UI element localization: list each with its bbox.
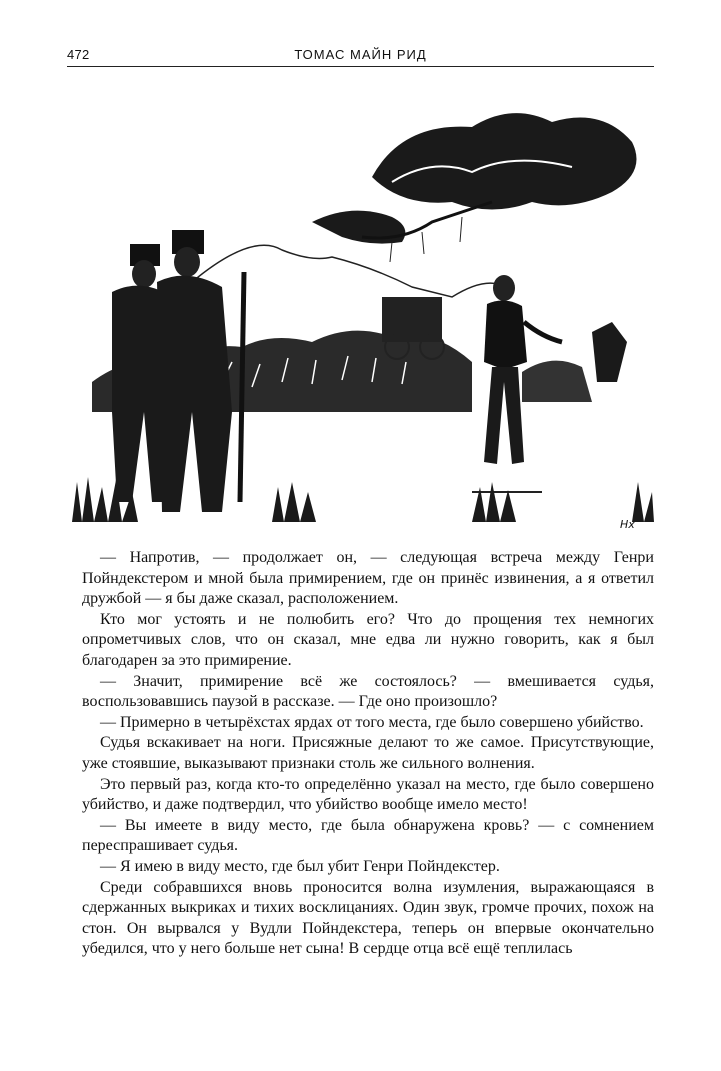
paragraph: — Я имею в виду место, где был убит Генри Пойндекстер. bbox=[100, 857, 500, 875]
mountain-range bbox=[192, 245, 512, 297]
paragraph: — Примерно в четырёхстах ярдах от того места, где было совершено убийство. bbox=[100, 713, 644, 731]
tree-canopy bbox=[312, 113, 637, 262]
illustration-signature: Нх bbox=[620, 518, 635, 531]
paragraph: — Напротив, — продолжает он, — следующая встреча между Генри Пойндекстером и мной была примирением, где он принёс извинения, а я ответил дружбой — я бы даже сказал, расположением. bbox=[82, 549, 654, 608]
paragraph: — Вы имеете в виду место, где была обнаружена кровь? — с сомнением переспрашивает судья. bbox=[82, 816, 654, 855]
paragraph: Кто мог устоять и не полюбить его? Что до прощения тех немногих опрометчивых слов, что он сказал, мне едва ли нужно говорить, как я был благодарен за это примирение. bbox=[82, 610, 654, 669]
illustration bbox=[72, 82, 654, 534]
body-text bbox=[82, 548, 654, 960]
paragraph: Это первый раз, когда кто-то определённо указал на место, где было совершено убийство, и даже подтвердил, что убийство вообще имело место! bbox=[82, 775, 654, 814]
book-title: ТОМАС МАЙН РИД bbox=[294, 47, 427, 62]
running-head bbox=[67, 44, 654, 67]
page-number: 472 bbox=[67, 47, 90, 62]
paragraph: — Значит, примирение всё же состоялось? — вмешивается судья, воспользовавшись паузой в рассказе. — Где оно произошло? bbox=[82, 672, 654, 711]
paragraph: Среди собравшихся вновь проносится волна изумления, выражающаяся в сдержанных выкриках и тихих восклицаниях. Один звук, громче прочих, похож на стон. Он вырвался у Вудли Пойндекстера, теперь он впервые окончательно убедился, что у него больше нет сына! В сердце отца всё ещё теплилась bbox=[82, 878, 654, 958]
ink-illustration bbox=[72, 82, 654, 534]
paragraph: Судья вскакивает на ноги. Присяжные делают то же самое. Присутствующие, уже стоявшие, выказывают признаки столь же сильного волнения. bbox=[82, 734, 654, 772]
